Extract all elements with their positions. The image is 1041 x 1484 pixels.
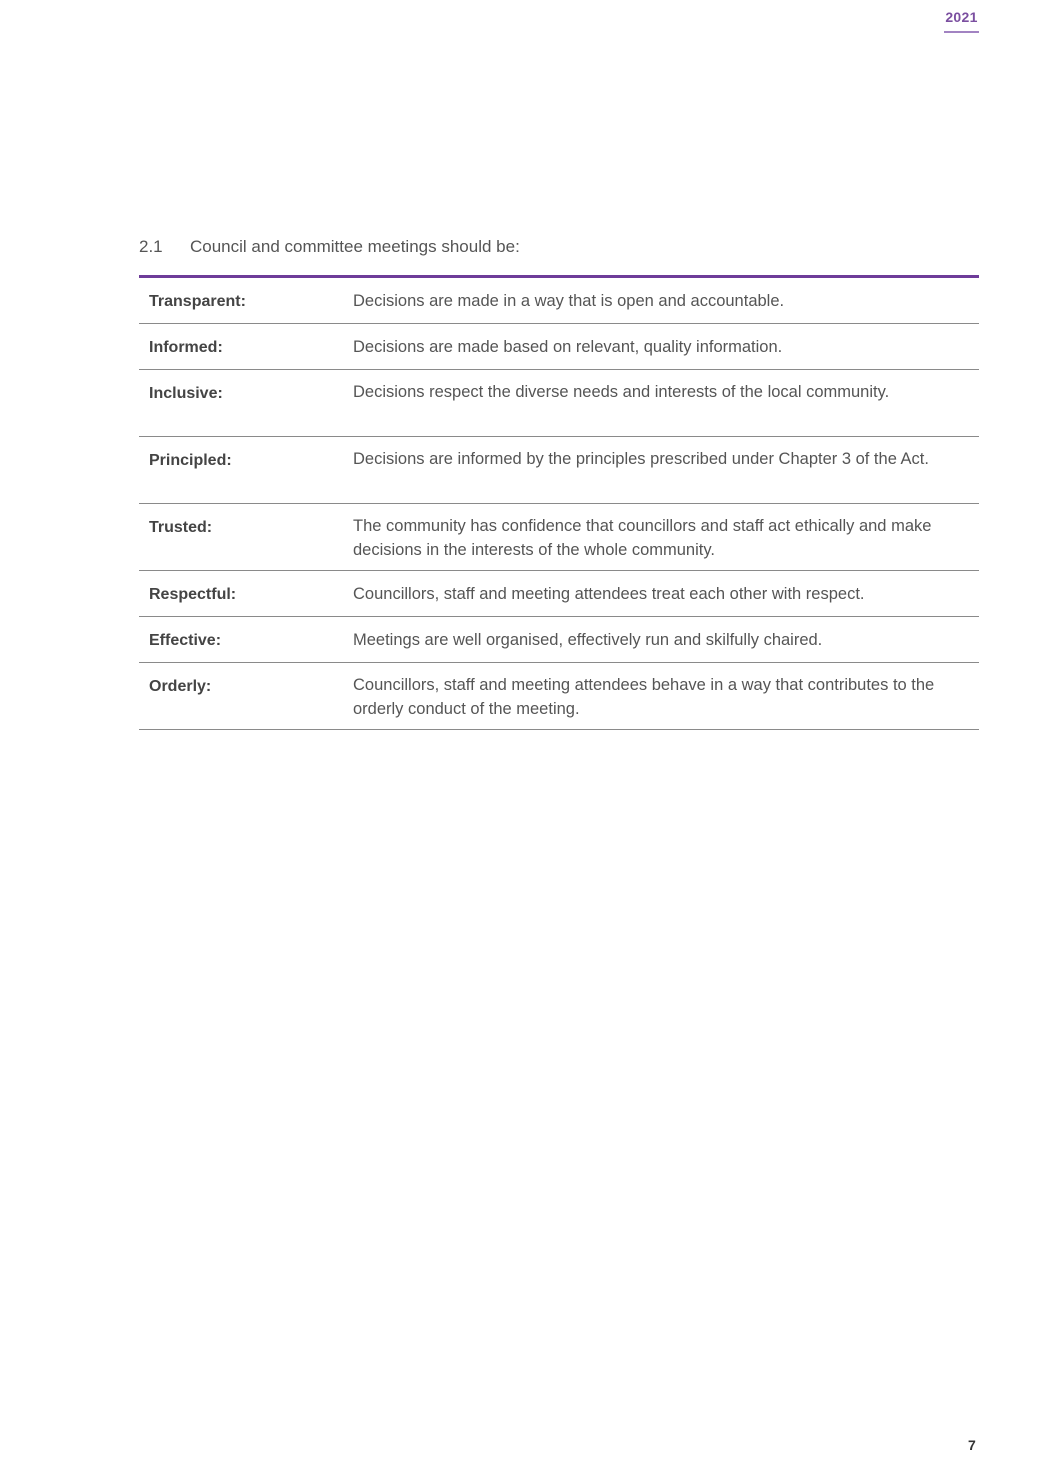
principle-term: Inclusive:	[149, 385, 223, 402]
principle-term: Trusted:	[149, 519, 213, 536]
table-row	[139, 370, 979, 437]
section-heading	[139, 237, 520, 257]
page-number: 7	[968, 1437, 976, 1453]
table-row	[139, 437, 979, 504]
table-row	[139, 278, 979, 324]
principle-term: Transparent:	[149, 293, 246, 310]
table-row	[139, 571, 979, 617]
principle-term: Effective:	[149, 632, 222, 649]
section-title: Council and committee meetings should be:	[190, 237, 520, 256]
principle-description: The community has confidence that councillors and staff act ethically and make decisions in the interests of the whole community.	[353, 517, 932, 559]
principle-description: Decisions respect the diverse needs and interests of the local community.	[353, 383, 890, 401]
principles-table	[139, 275, 979, 730]
principle-term: Principled:	[149, 452, 232, 469]
principle-description: Councillors, staff and meeting attendees treat each other with respect.	[353, 585, 865, 603]
section-number: 2.1	[139, 237, 163, 256]
principle-description: Decisions are made based on relevant, quality information.	[353, 338, 783, 356]
table-row	[139, 663, 979, 730]
principle-description: Councillors, staff and meeting attendees behave in a way that contributes to the orderly conduct of the meeting.	[353, 676, 935, 718]
principle-description: Decisions are made in a way that is open and accountable.	[353, 292, 785, 310]
principle-term: Orderly:	[149, 678, 212, 695]
year-label: 2021	[944, 9, 979, 33]
principle-description: Decisions are informed by the principles prescribed under Chapter 3 of the Act.	[353, 450, 929, 468]
principle-term: Informed:	[149, 339, 223, 356]
table-row	[139, 617, 979, 663]
table-row	[139, 504, 979, 571]
principle-description: Meetings are well organised, effectively run and skilfully chaired.	[353, 631, 823, 649]
principle-term: Respectful:	[149, 586, 237, 603]
table-row	[139, 324, 979, 370]
